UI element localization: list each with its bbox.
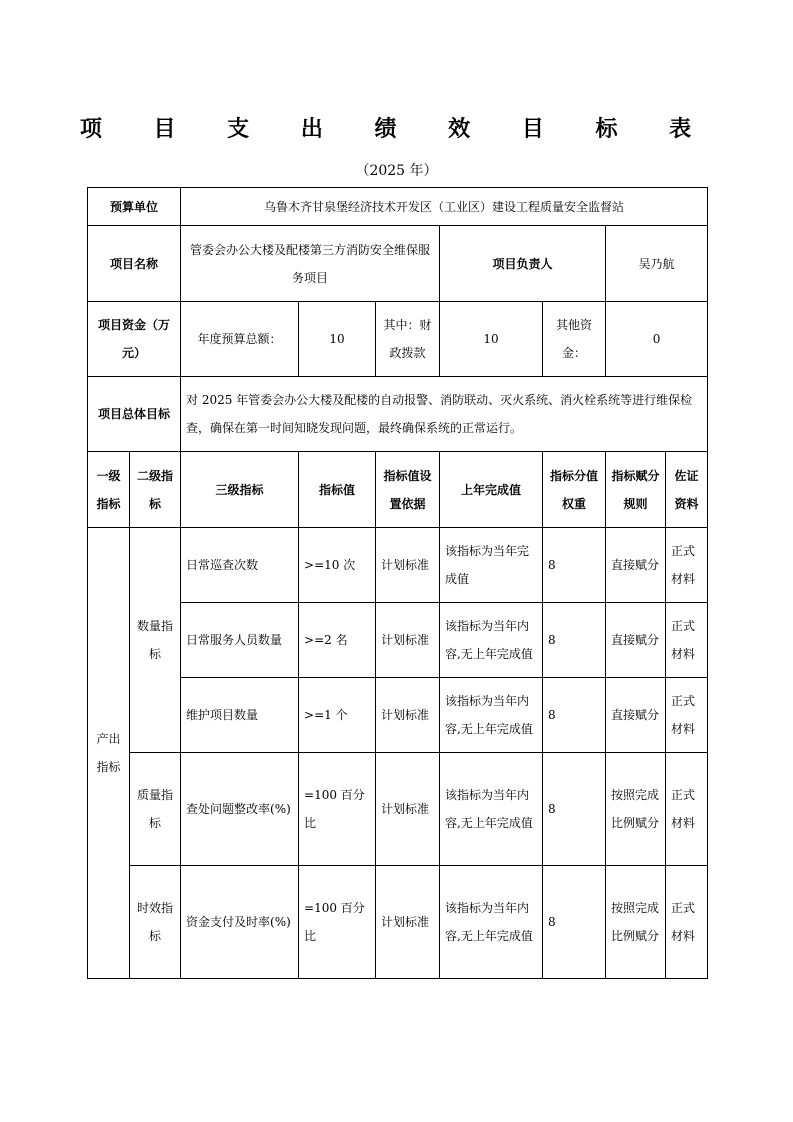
other-funds-value: 0 (606, 302, 708, 377)
funds-row (88, 302, 708, 377)
row-level3: 日常服务人员数量 (181, 603, 299, 678)
header-basis: 指标值设置依据 (376, 452, 440, 528)
row-evidence: 正式材料 (666, 603, 708, 678)
goal-label: 项目总体目标 (88, 377, 181, 452)
page-title: 项 目 支 出 绩 效 目 标 表 (79, 117, 714, 142)
row-level3: 查处问题整改率(%) (181, 753, 299, 866)
row-basis: 计划标准 (376, 753, 440, 866)
header-row (88, 452, 708, 528)
fiscal-label: 其中：财政拨款 (376, 302, 440, 377)
goal-row (88, 377, 708, 452)
header-level2: 二级指标 (130, 452, 181, 528)
row-rule: 直接赋分 (606, 528, 666, 603)
row-value: >=1 个 (299, 678, 376, 753)
row-level3: 维护项目数量 (181, 678, 299, 753)
project-name-row (88, 226, 708, 302)
group-quality: 质量指标 (130, 753, 181, 866)
header-rule: 指标赋分规则 (606, 452, 666, 528)
year-subtitle: （2025 年） (355, 163, 438, 179)
row-weight: 8 (543, 678, 606, 753)
table-row (88, 866, 708, 979)
budget-unit-value: 乌鲁木齐甘泉堡经济技术开发区（工业区）建设工程质量安全监督站 (181, 188, 708, 226)
table-row (88, 603, 708, 678)
row-evidence: 正式材料 (666, 678, 708, 753)
table-row (88, 678, 708, 753)
row-value: >=2 名 (299, 603, 376, 678)
budget-unit-label: 预算单位 (88, 188, 181, 226)
row-weight: 8 (543, 753, 606, 866)
row-evidence: 正式材料 (666, 866, 708, 979)
row-rule: 直接赋分 (606, 678, 666, 753)
header-weight: 指标分值权重 (543, 452, 606, 528)
row-rule: 按照完成比例赋分 (606, 753, 666, 866)
row-last-year: 该指标为当年完成值 (440, 528, 543, 603)
row-basis: 计划标准 (376, 603, 440, 678)
table-row (88, 753, 708, 866)
funds-label: 项目资金（万元） (88, 302, 181, 377)
row-level3: 资金支付及时率(%) (181, 866, 299, 979)
level1-output: 产出指标 (88, 528, 130, 979)
row-basis: 计划标准 (376, 678, 440, 753)
header-level1: 一级指标 (88, 452, 130, 528)
header-value: 指标值 (299, 452, 376, 528)
project-owner-value: 吴乃航 (606, 226, 708, 302)
row-level3: 日常巡查次数 (181, 528, 299, 603)
row-rule: 直接赋分 (606, 603, 666, 678)
row-last-year: 该指标为当年内容,无上年完成值 (440, 603, 543, 678)
header-level3: 三级指标 (181, 452, 299, 528)
row-last-year: 该指标为当年内容,无上年完成值 (440, 678, 543, 753)
annual-budget-label: 年度预算总额： (181, 302, 299, 377)
row-basis: 计划标准 (376, 866, 440, 979)
row-evidence: 正式材料 (666, 753, 708, 866)
goal-text: 对 2025 年管委会办公大楼及配楼的自动报警、消防联动、灭火系统、消火栓系统等进行维保检查，确保在第一时间知晓发现问题，最终确保系统的正常运行。 (181, 377, 708, 452)
project-name-label: 项目名称 (88, 226, 181, 302)
row-evidence: 正式材料 (666, 528, 708, 603)
group-quantity: 数量指标 (130, 528, 181, 753)
other-funds-label: 其他资金： (543, 302, 606, 377)
header-evidence: 佐证资料 (666, 452, 708, 528)
budget-unit-row (88, 188, 708, 226)
row-weight: 8 (543, 866, 606, 979)
row-value: >=10 次 (299, 528, 376, 603)
header-last-year: 上年完成值 (440, 452, 543, 528)
fiscal-value: 10 (440, 302, 543, 377)
row-basis: 计划标准 (376, 528, 440, 603)
project-name-value: 管委会办公大楼及配楼第三方消防安全维保服务项目 (181, 226, 440, 302)
row-value: =100 百分比 (299, 866, 376, 979)
row-weight: 8 (543, 528, 606, 603)
project-owner-label: 项目负责人 (440, 226, 606, 302)
row-weight: 8 (543, 603, 606, 678)
row-last-year: 该指标为当年内容,无上年完成值 (440, 866, 543, 979)
row-rule: 按照完成比例赋分 (606, 866, 666, 979)
performance-table (87, 187, 708, 979)
group-timeliness: 时效指标 (130, 866, 181, 979)
row-last-year: 该指标为当年内容,无上年完成值 (440, 753, 543, 866)
table-row (88, 528, 708, 603)
annual-budget-value: 10 (299, 302, 376, 377)
row-value: =100 百分比 (299, 753, 376, 866)
